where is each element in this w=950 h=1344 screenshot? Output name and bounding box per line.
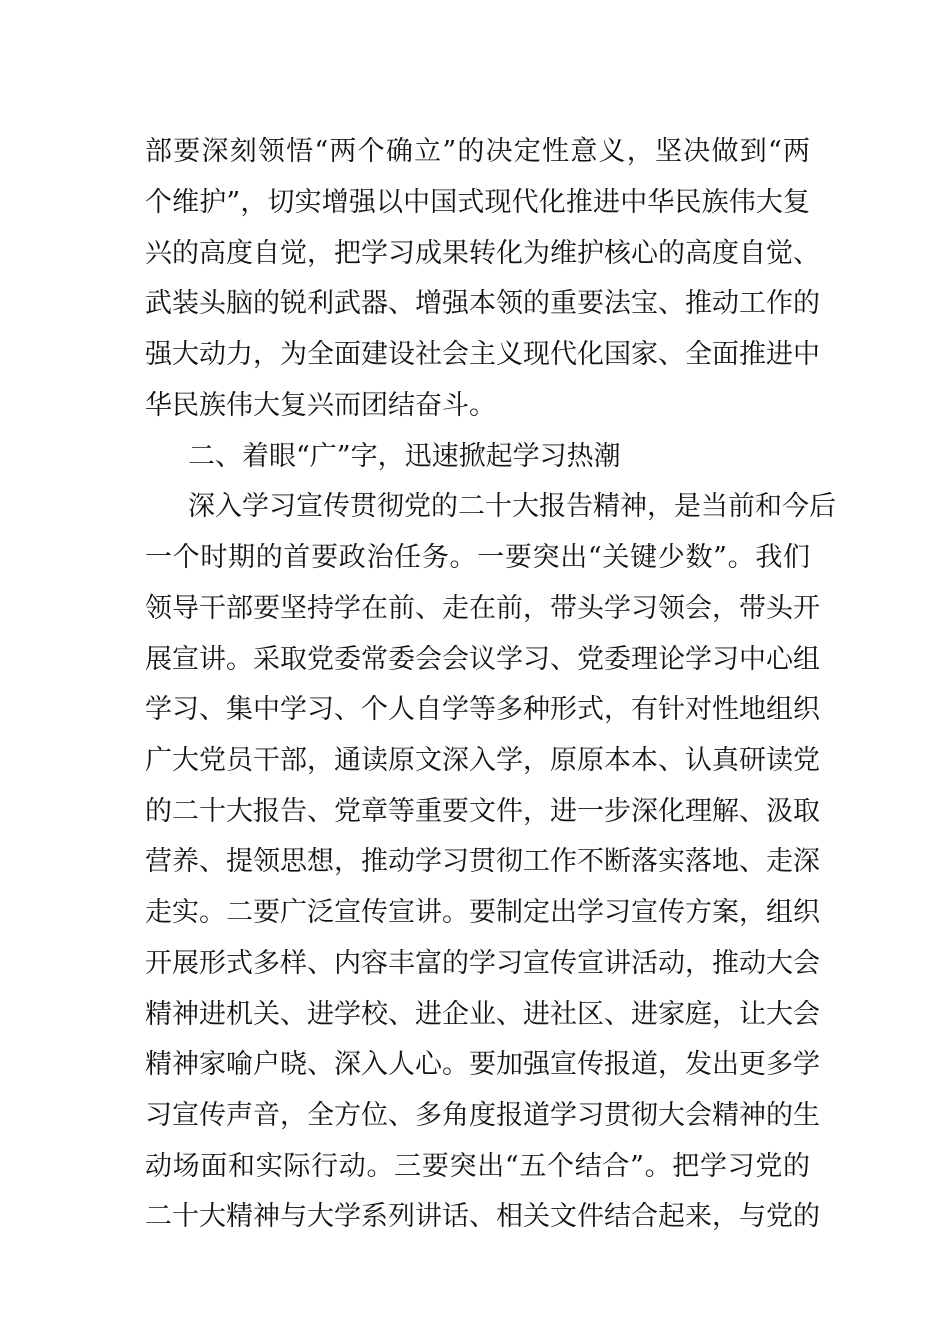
text-line: 习宣传声音，全方位、多角度报道学习贯彻大会精神的生 <box>145 1100 820 1131</box>
text-line: 一个时期的首要政治任务。一要突出“关键少数”。我们 <box>145 542 810 573</box>
text-line: 动场面和实际行动。三要突出“五个结合”。把学习党的 <box>145 1151 810 1182</box>
text-line: 深入学习宣传贯彻党的二十大报告精神，是当前和今后 <box>188 491 836 522</box>
text-line: 广大党员干部，通读原文深入学，原原本本、认真研读党 <box>145 745 820 776</box>
text-line: 精神进机关、进学校、进企业、进社区、进家庭，让大会 <box>145 999 820 1030</box>
text-line: 营养、提领思想，推动学习贯彻工作不断落实落地、走深 <box>145 846 820 877</box>
text-line: 开展形式多样、内容丰富的学习宣传宣讲活动，推动大会 <box>145 948 820 979</box>
section-heading: 二、着眼“广”字，迅速掀起学习热潮 <box>188 441 621 472</box>
text-line: 武装头脑的锐利武器、增强本领的重要法宝、推动工作的 <box>145 288 820 319</box>
text-line: 精神家喻户晓、深入人心。要加强宣传报道，发出更多学 <box>145 1049 820 1080</box>
text-line: 领导干部要坚持学在前、走在前，带头学习领会，带头开 <box>145 593 820 624</box>
text-line: 走实。二要广泛宣传宣讲。要制定出学习宣传方案，组织 <box>145 897 820 928</box>
text-line: 个维护”，切实增强以中国式现代化推进中华民族伟大复 <box>145 187 810 218</box>
text-line: 强大动力，为全面建设社会主义现代化国家、全面推进中 <box>145 339 820 370</box>
text-line: 展宣讲。采取党委常委会会议学习、党委理论学习中心组 <box>145 644 820 675</box>
text-line: 的二十大报告、党章等重要文件，进一步深化理解、汲取 <box>145 796 820 827</box>
text-line: 部要深刻领悟“两个确立”的决定性意义，坚决做到“两 <box>145 136 810 167</box>
text-line: 二十大精神与大学系列讲话、相关文件结合起来，与党的 <box>145 1201 820 1232</box>
text-line: 华民族伟大复兴而团结奋斗。 <box>145 390 496 421</box>
text-line: 兴的高度自觉，把学习成果转化为维护核心的高度自觉、 <box>145 238 820 269</box>
text-line: 学习、集中学习、个人自学等多种形式，有针对性地组织 <box>145 694 820 725</box>
